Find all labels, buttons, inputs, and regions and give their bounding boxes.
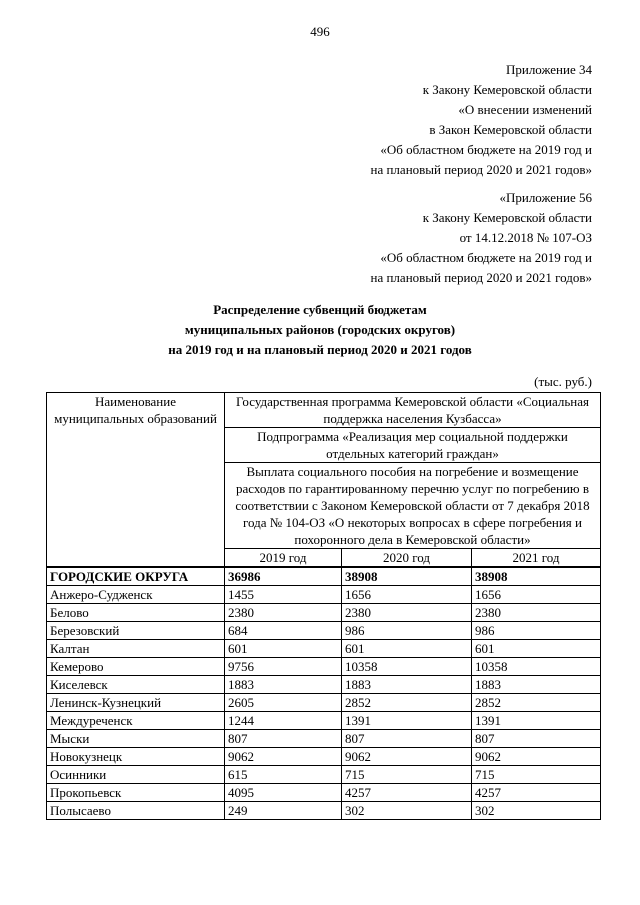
value-2021: 986: [472, 622, 601, 640]
value-2020: 1391: [342, 712, 472, 730]
total-row: [47, 567, 601, 586]
title-line: Распределение субвенций бюджетам: [213, 302, 427, 317]
table-row: [47, 622, 601, 640]
year-header-2021: 2021 год: [472, 549, 601, 568]
value-2020: 2380: [342, 604, 472, 622]
municipality-name: Ленинск-Кузнецкий: [47, 694, 225, 712]
value-2019: 9756: [225, 658, 342, 676]
municipality-name: Мыски: [47, 730, 225, 748]
value-2020: 302: [342, 802, 472, 820]
value-2019: 2605: [225, 694, 342, 712]
program-header: Государственная программа Кемеровской области «Социальная поддержка населения Кузбасса»: [225, 393, 601, 428]
municipality-name: Калтан: [47, 640, 225, 658]
table-row: [47, 658, 601, 676]
unit-label: (тыс. руб.): [534, 374, 592, 389]
appendix-line: на плановый период 2020 и 2021 годов»: [370, 162, 592, 177]
appendix-line: к Закону Кемеровской области: [422, 82, 592, 97]
municipality-name: Анжеро-Судженск: [47, 586, 225, 604]
table-row: [47, 640, 601, 658]
appendix-line: в Закон Кемеровской области: [429, 122, 592, 137]
total-value-2021: 38908: [472, 567, 601, 586]
value-2019: 1883: [225, 676, 342, 694]
appendix-34-header: [371, 60, 593, 180]
municipality-name: Полысаево: [47, 802, 225, 820]
value-2021: 9062: [472, 748, 601, 766]
table-row: [47, 604, 601, 622]
value-2019: 1244: [225, 712, 342, 730]
municipality-name: Междуреченск: [47, 712, 225, 730]
total-value-2019: 36986: [225, 567, 342, 586]
table-row: [47, 712, 601, 730]
appendix-line: к Закону Кемеровской области: [422, 210, 592, 225]
title-line: на 2019 год и на плановый период 2020 и 2021 годов: [168, 342, 472, 357]
appendix-line: «Приложение 56: [499, 190, 592, 205]
value-2020: 601: [342, 640, 472, 658]
appendix-line: «О внесении изменений: [458, 102, 592, 117]
subvention-table: [46, 392, 601, 820]
value-2021: 1391: [472, 712, 601, 730]
value-2021: 302: [472, 802, 601, 820]
page-number: 496: [310, 24, 330, 39]
value-2020: 1883: [342, 676, 472, 694]
total-name: ГОРОДСКИЕ ОКРУГА: [47, 567, 225, 586]
value-2021: 1656: [472, 586, 601, 604]
header-row-program: [47, 393, 601, 428]
value-2020: 9062: [342, 748, 472, 766]
measure-header: Выплата социального пособия на погребение и возмещение расходов по гарантированному перечню услуг по погребению в соответствии с Законом Кемеровской области от 7 декабря 2018 года № 104-ОЗ «О некоторых вопросах в сфере погребения и похоронного дела в Кемеровской области»: [225, 463, 601, 549]
value-2019: 249: [225, 802, 342, 820]
municipality-name: Прокопьевск: [47, 784, 225, 802]
value-2021: 715: [472, 766, 601, 784]
value-2019: 2380: [225, 604, 342, 622]
municipality-name: Осинники: [47, 766, 225, 784]
value-2019: 601: [225, 640, 342, 658]
value-2019: 684: [225, 622, 342, 640]
appendix-line: на плановый период 2020 и 2021 годов»: [370, 270, 592, 285]
municipality-name: Кемерово: [47, 658, 225, 676]
value-2019: 615: [225, 766, 342, 784]
value-2021: 601: [472, 640, 601, 658]
document-title: [0, 300, 640, 360]
value-2020: 807: [342, 730, 472, 748]
value-2020: 4257: [342, 784, 472, 802]
value-2021: 2852: [472, 694, 601, 712]
value-2019: 1455: [225, 586, 342, 604]
table-row: [47, 784, 601, 802]
appendix-line: Приложение 34: [505, 62, 592, 77]
table-row: [47, 676, 601, 694]
value-2019: 4095: [225, 784, 342, 802]
value-2019: 9062: [225, 748, 342, 766]
municipality-name: Новокузнецк: [47, 748, 225, 766]
value-2021: 2380: [472, 604, 601, 622]
table-row: [47, 766, 601, 784]
value-2020: 2852: [342, 694, 472, 712]
appendix-line: «Об областном бюджете на 2019 год и: [380, 250, 592, 265]
appendix-line: «Об областном бюджете на 2019 год и: [380, 142, 592, 157]
municipality-name: Белово: [47, 604, 225, 622]
subprogram-header: Подпрограмма «Реализация мер социальной поддержки отдельных категорий граждан»: [225, 428, 601, 463]
table-row: [47, 694, 601, 712]
table-row: [47, 730, 601, 748]
value-2020: 715: [342, 766, 472, 784]
value-2021: 4257: [472, 784, 601, 802]
table-row: [47, 586, 601, 604]
value-2021: 1883: [472, 676, 601, 694]
municipality-name: Киселевск: [47, 676, 225, 694]
value-2020: 10358: [342, 658, 472, 676]
title-line: муниципальных районов (городских округов): [184, 322, 456, 337]
appendix-56-header: [371, 188, 593, 288]
table-row: [47, 748, 601, 766]
appendix-line: от 14.12.2018 № 107-ОЗ: [459, 230, 592, 245]
year-header-2020: 2020 год: [342, 549, 472, 568]
value-2020: 1656: [342, 586, 472, 604]
value-2021: 807: [472, 730, 601, 748]
total-value-2020: 38908: [342, 567, 472, 586]
value-2021: 10358: [472, 658, 601, 676]
value-2020: 986: [342, 622, 472, 640]
year-header-2019: 2019 год: [225, 549, 342, 568]
municipality-name: Березовский: [47, 622, 225, 640]
value-2019: 807: [225, 730, 342, 748]
name-column-header: Наименование муниципальных образований: [47, 393, 225, 568]
table-row: [47, 802, 601, 820]
